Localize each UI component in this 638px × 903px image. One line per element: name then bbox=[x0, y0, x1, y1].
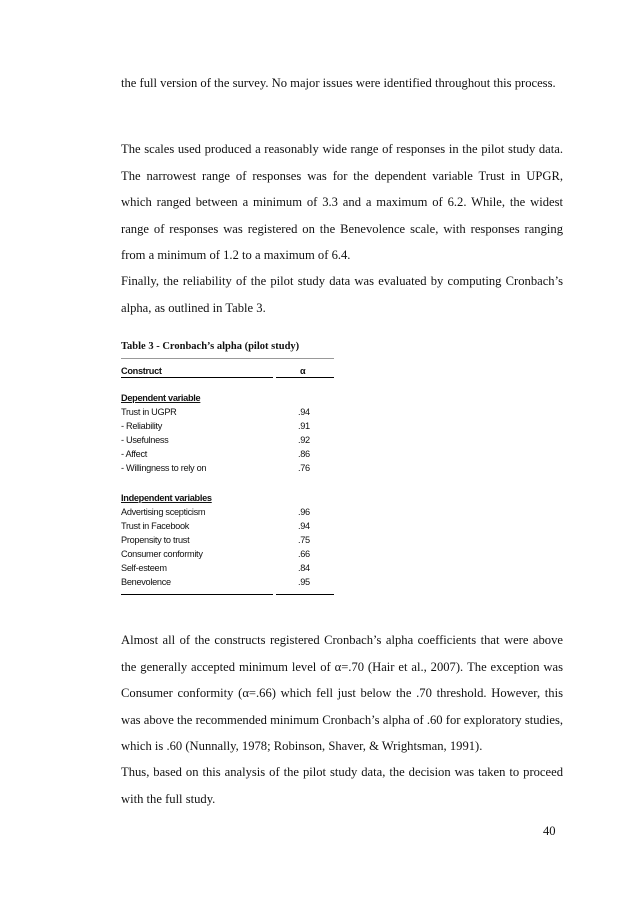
table-header bbox=[121, 366, 334, 377]
table-row bbox=[121, 435, 334, 448]
row-value: .86 bbox=[298, 449, 310, 459]
row-value: .75 bbox=[298, 535, 310, 545]
row-label: Trust in UGPR bbox=[121, 407, 177, 417]
row-value: .94 bbox=[298, 407, 310, 417]
paragraph-conclusion: Thus, based on this analysis of the pilot study data, the decision was taken to proceed with the full study. bbox=[121, 765, 563, 806]
table-row bbox=[121, 577, 334, 590]
row-label: Trust in Facebook bbox=[121, 521, 190, 531]
table-row bbox=[121, 563, 334, 576]
row-label: Self-esteem bbox=[121, 563, 167, 573]
row-label: - Reliability bbox=[121, 421, 163, 431]
row-label: Advertising scepticism bbox=[121, 507, 206, 517]
row-value: .92 bbox=[298, 435, 310, 445]
table-row bbox=[121, 535, 334, 548]
row-label: - Affect bbox=[121, 449, 148, 459]
row-label: Consumer conformity bbox=[121, 549, 203, 559]
table-row bbox=[121, 449, 334, 462]
row-label: Propensity to trust bbox=[121, 535, 190, 545]
table-row bbox=[121, 549, 334, 562]
table-top-rule bbox=[121, 358, 334, 359]
table-row bbox=[121, 507, 334, 520]
table-row bbox=[121, 421, 334, 434]
header-construct: Construct bbox=[121, 366, 162, 376]
paragraph-response-range: The scales used produced a reasonably wide range of responses in the pilot study data. The narrowest range of responses was for the dependent variable Trust in UPGR, which ranged between a minimum of 3.3 and a maximum of 6.2. While, the widest range of responses was registered on the Benevolence scale, with responses ranging from a minimum of 1.2 to a maximum of 6.4. bbox=[121, 142, 563, 262]
paragraph-alpha-results: Almost all of the constructs registered Cronbach’s alpha coefficients that were above the generally accepted minimum level of α=.70 (Hair et al., 2007). The exception was Consumer conformity (α=.66) which fell just below the .70 threshold. However, this was above the recommended minimum Cronbach’s alpha of .60 for exploratory studies, which is .60 (Nunnally, 1978; Robinson, Shaver, & Wrightsman, 1991). bbox=[121, 633, 563, 753]
row-value: .95 bbox=[298, 577, 310, 587]
section-title-dependent: Dependent variable bbox=[121, 393, 201, 403]
row-value: .66 bbox=[298, 549, 310, 559]
table-row bbox=[121, 521, 334, 534]
page-number: 40 bbox=[543, 824, 556, 838]
row-label: Benevolence bbox=[121, 577, 171, 587]
row-value: .76 bbox=[298, 463, 310, 473]
header-rule-construct bbox=[121, 377, 273, 378]
row-value: .96 bbox=[298, 507, 310, 517]
row-value: .84 bbox=[298, 563, 310, 573]
row-value: .94 bbox=[298, 521, 310, 531]
header-alpha: α bbox=[300, 366, 306, 376]
section-title-independent: Independent variables bbox=[121, 493, 212, 503]
table-row bbox=[121, 407, 334, 420]
row-value: .91 bbox=[298, 421, 310, 431]
table-row bbox=[121, 463, 334, 476]
table-bottom-rule-alpha bbox=[276, 594, 334, 595]
row-label: - Usefulness bbox=[121, 435, 169, 445]
row-label: - Willingness to rely on bbox=[121, 463, 207, 473]
table-caption: Table 3 - Cronbach’s alpha (pilot study) bbox=[121, 341, 300, 352]
paragraph-survey-process: the full version of the survey. No major issues were identified throughout this process. bbox=[121, 76, 556, 90]
paragraph-reliability-intro: Finally, the reliability of the pilot study data was evaluated by computing Cronbach’s alpha, as outlined in Table 3. bbox=[121, 274, 563, 315]
table-bottom-rule-construct bbox=[121, 594, 273, 595]
header-rule-alpha bbox=[276, 377, 334, 378]
